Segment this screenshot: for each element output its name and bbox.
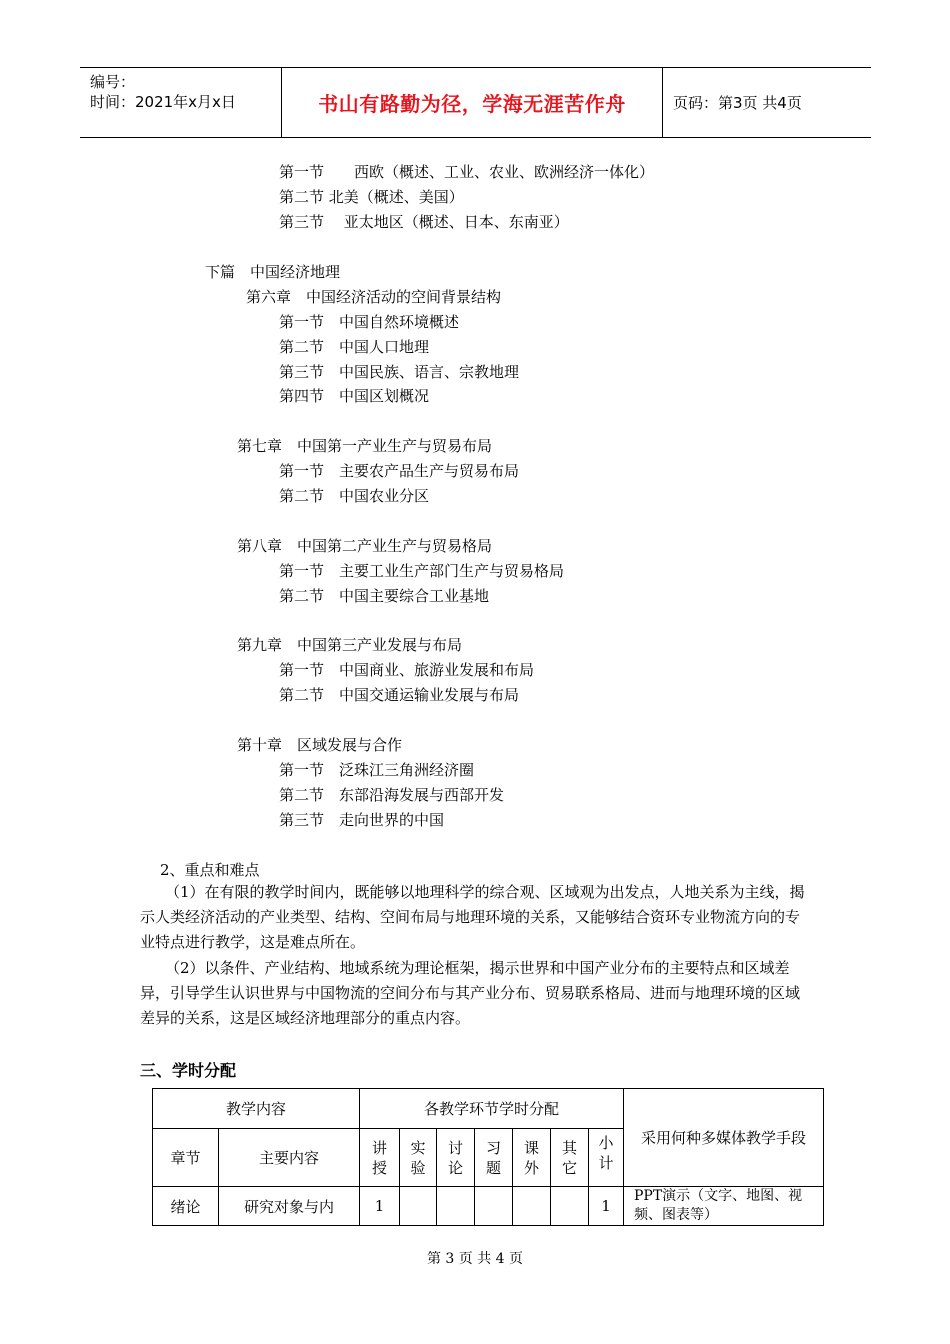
hours-allocation-table [152,1088,824,1226]
cell-subtotal: 1 [589,1187,624,1226]
cell-extra [513,1187,551,1226]
outline-line: 第一节 西欧（概述、工业、农业、欧洲经济一体化） [279,163,655,181]
key-points-heading: 2、重点和难点 [160,861,260,879]
section-line: 第一节 泛珠江三角洲经济圈 [279,761,475,779]
section-line: 第二节 中国主要综合工业基地 [279,587,490,605]
page-footer: 第 3 页 共 4 页 [426,1251,524,1267]
key-points-paragraph-2: （2）以条件、产业结构、地域系统为理论框架，揭示世界和中国产业分布的主要特点和区域差异，引导学生认识世界与中国物流的空间分布与其产业分布、贸易联系格局、进而与地理环境的区域差异的关系，这是区域经济地理部分的重点内容。 [140,959,801,1027]
cell-main: 研究对象与内 [219,1187,360,1226]
header-meta [80,68,282,137]
cell-chapter: 绪论 [153,1187,219,1226]
number-label: 编号： [90,73,136,91]
header-cell-extra [513,1129,551,1187]
extra-label: 课外 [523,1138,539,1177]
time-label: 时间：2021年x月x日 [90,93,236,111]
header-cell-content: 教学内容 [153,1089,360,1129]
section-line: 第二节 东部沿海发展与西部开发 [279,786,505,804]
cell-other [551,1187,589,1226]
part-title: 下篇 中国经济地理 [205,263,341,281]
discuss-label: 讨论 [447,1138,463,1177]
page-header [80,67,871,138]
section-line: 第三节 走向世界的中国 [279,811,445,829]
header-cell-other [551,1129,589,1187]
table-row [153,1187,824,1226]
section-line: 第二节 中国交通运输业发展与布局 [279,686,520,704]
cell-lab [400,1187,437,1226]
section-line: 第三节 中国民族、语言、宗教地理 [279,363,520,381]
cell-media: PPT演示（文字、地图、视频、图表等） [624,1187,824,1226]
page-info: 页码：第3页 共4页 [673,94,802,112]
chapter-title: 第六章 中国经济活动的空间背景结构 [246,288,502,306]
other-label: 其它 [561,1138,577,1177]
header-cell-main: 主要内容 [219,1129,360,1187]
motto: 书山有路勤为径，学海无涯苦作舟 [318,92,626,116]
section-line: 第一节 主要农产品生产与贸易布局 [279,462,520,480]
table-header-row [153,1089,824,1129]
exercise-label: 习题 [485,1138,501,1177]
header-cell-allocation: 各教学环节学时分配 [360,1089,624,1129]
header-motto-cell [282,68,663,137]
cell-lecture: 1 [360,1187,400,1226]
header-cell-subtotal [589,1129,624,1187]
subtotal-label: 小计 [598,1134,614,1172]
cell-exercise [475,1187,513,1226]
header-cell-chapter: 章节 [153,1129,219,1187]
section-line: 第二节 中国人口地理 [279,338,430,356]
section-line: 第一节 中国商业、旅游业发展和布局 [279,661,535,679]
header-cell-exercise [475,1129,513,1187]
header-cell-lab [400,1129,437,1187]
section-line: 第一节 主要工业生产部门生产与贸易格局 [279,562,565,580]
media-header-text: 采用何种多媒体教学手段 [640,1128,806,1147]
cell-discuss [437,1187,475,1226]
chapter-title: 第九章 中国第三产业发展与布局 [237,636,463,654]
section-line: 第四节 中国区划概况 [279,387,430,405]
header-cell-lecture [360,1129,400,1187]
chapter-title: 第十章 区域发展与合作 [237,736,403,754]
section-line: 第一节 中国自然环境概述 [279,313,460,331]
lecture-label: 讲授 [371,1138,387,1177]
outline-line: 第二节 北美（概述、美国） [279,188,464,206]
section-title: 三、学时分配 [140,1061,237,1080]
header-cell-discuss [437,1129,475,1187]
header-cell-media [624,1089,824,1187]
section-line: 第二节 中国农业分区 [279,487,430,505]
chapter-title: 第七章 中国第一产业生产与贸易布局 [237,437,493,455]
lab-label: 实验 [410,1138,426,1177]
key-points-paragraph-1: （1）在有限的教学时间内，既能够以地理科学的综合观、区域观为出发点，人地关系为主线，揭示人类经济活动的产业类型、结构、空间布局与地理环境的关系，又能够结合资环专业物流方向的专业特点进行教学，这是难点所在。 [140,883,805,951]
chapter-title: 第八章 中国第二产业生产与贸易格局 [237,537,493,555]
outline-line: 第三节 亚太地区（概述、日本、东南亚） [279,213,569,231]
